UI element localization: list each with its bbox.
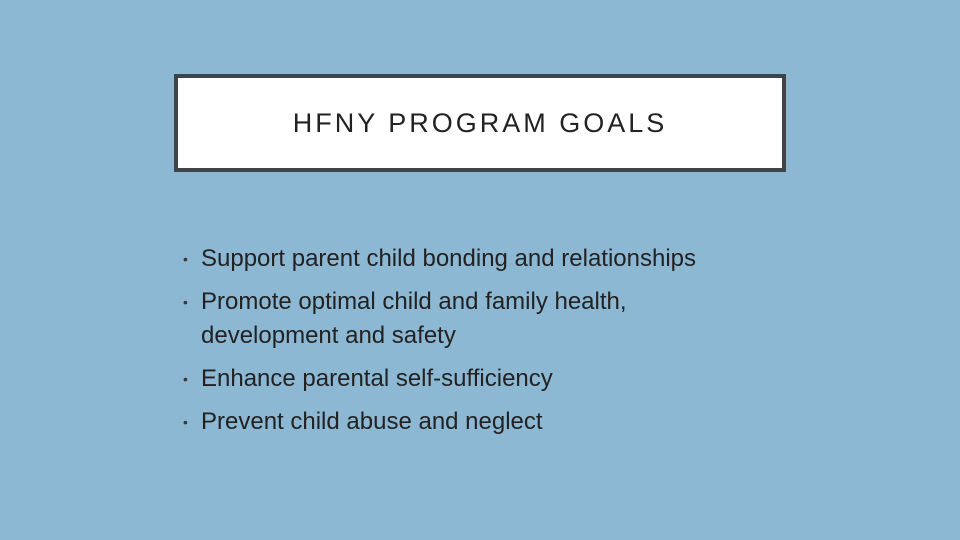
title-box <box>174 74 786 172</box>
bullet-item <box>183 285 823 353</box>
bullet-icon: • <box>183 371 188 387</box>
bullet-text: Prevent child abuse and neglect <box>201 408 543 435</box>
slide-title: HFNY PROGRAM GOALS <box>292 107 668 138</box>
bullet-list <box>183 242 823 448</box>
bullet-item <box>183 362 823 396</box>
bullet-text: Enhance parental self-sufficiency <box>201 365 553 392</box>
bullet-icon: • <box>183 294 188 310</box>
bullet-text: Support parent child bonding and relationships <box>201 245 697 272</box>
bullet-text: Promote optimal child and family health, development and safety <box>201 288 627 349</box>
bullet-item <box>183 405 823 439</box>
bullet-icon: • <box>183 251 188 267</box>
bullet-icon: • <box>183 414 188 430</box>
bullet-item <box>183 242 823 276</box>
